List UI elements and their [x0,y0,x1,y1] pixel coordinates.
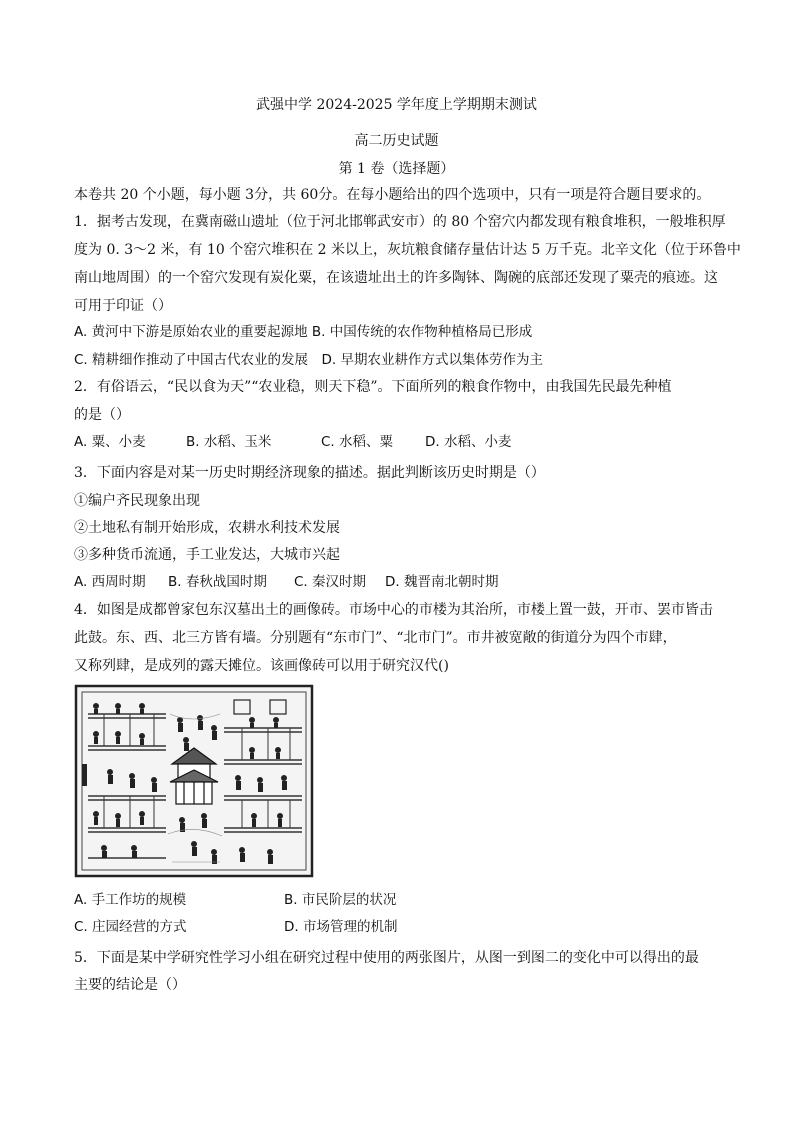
q1-line: 度为 0. 3～2 米，有 10 个窑穴堆积在 2 米以上，灰坑粮食储存量估计达 5 万千克。北辛文化（位于环鲁中 [74,242,741,258]
q3-option-b: B. 春秋战国时期 [168,574,267,590]
instructions: 本卷共 20 个小题，每小题 3分，共 60分。在每小题给出的四个选项中，只有一项是符合题目要求的。 [74,187,711,203]
q1-option-row: A. 黄河中下游是原始农业的重要起源地 B. 中国传统的农作物种植格局已形成 [74,324,533,340]
q3-item: ①编户齐民现象出现 [74,493,200,509]
q3-option-c: C. 秦汉时期 [294,574,367,590]
q4-line: 此鼓。东、西、北三方皆有墙。分别题有“东市门”、“北市门”。市井被宽敞的街道分为四个市肆， [74,630,677,646]
q3-line: 3．下面内容是对某一历史时期经济现象的描述。据此判断该历史时期是（） [74,465,545,481]
q3-option-a: A. 西周时期 [74,574,146,590]
han-market-brick-image [74,684,314,878]
q1-line: 可用于印证（） [74,298,172,314]
q2-option-c: C. 水稻、粟 [321,434,394,450]
exam-subtitle: 高二历史试题 [354,133,439,149]
q2-option-d: D. 水稻、小麦 [425,434,512,450]
q4-line: 又称列肆，是成列的露天摊位。该画像砖可以用于研究汉代() [74,658,449,674]
q2-line: 2．有俗语云，“民以食为天”“农业稳，则天下稳”。下面所列的粮食作物中，由我国先民最先种植 [74,379,672,395]
q2-option-b: B. 水稻、玉米 [186,434,272,450]
q4-option-d: D. 市场管理的机制 [284,919,398,935]
q3-item: ③多种货币流通，手工业发达，大城市兴起 [74,547,340,563]
q2-option-a: A. 粟、小麦 [74,434,146,450]
q4-line: 4．如图是成都曾家包东汉墓出土的画像砖。市场中心的市楼为其治所，市楼上置一鼓，开市、罢市皆击 [74,602,713,618]
q3-option-d: D. 魏晋南北朝时期 [385,574,499,590]
exam-title: 武强中学 2024-2025 学年度上学期期末测试 [256,97,537,113]
q3-item: ②土地私有制开始形成，农耕水利技术发展 [74,520,340,536]
q1-line: 1．据考古发现，在冀南磁山遗址（位于河北邯郸武安市）的 80 个窑穴内都发现有粮食堆积，一般堆积厚 [74,214,726,230]
q2-line: 的是（） [74,407,130,423]
q5-line: 5．下面是某中学研究性学习小组在研究过程中使用的两张图片，从图一到图二的变化中可以得出的最 [74,950,699,966]
q4-option-c: C. 庄园经营的方式 [74,919,187,935]
q1-line: 南山地周围）的一个窑穴发现有炭化粟，在该遗址出土的许多陶钵、陶碗的底部还发现了粟壳的痕迹。这 [74,270,718,286]
q1-option-row: C. 精耕细作推动了中国古代农业的发展 D. 早期农业耕作方式以集体劳作为主 [74,352,543,368]
q4-option-a: A. 手工作坊的规模 [74,892,187,908]
q5-line: 主要的结论是（） [74,977,186,993]
section-heading: 第 1 卷（选择题） [338,161,455,177]
q4-option-b: B. 市民阶层的状况 [284,892,397,908]
